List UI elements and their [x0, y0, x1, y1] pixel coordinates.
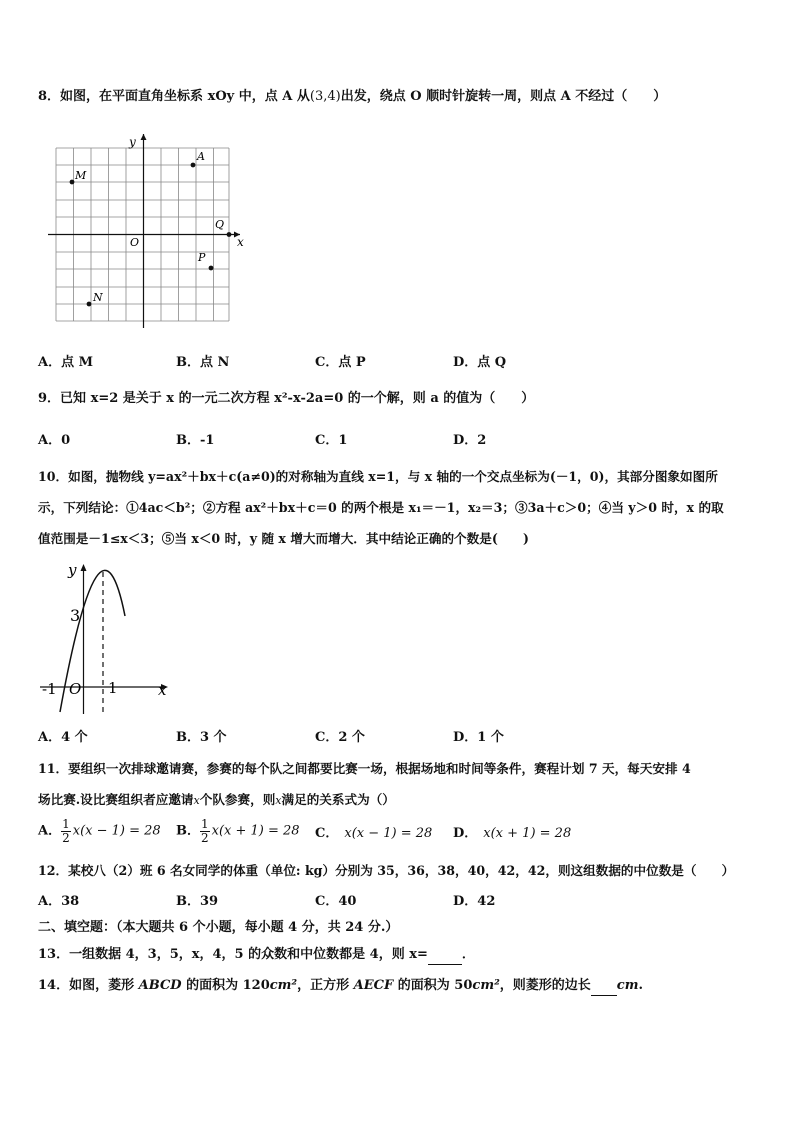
- q13-answer-blank[interactable]: [428, 946, 462, 965]
- denominator: 2: [62, 831, 70, 845]
- q9-option-c[interactable]: C．1: [315, 433, 348, 448]
- q11-line2a: 场比赛.设比赛组织者应邀请: [38, 792, 194, 807]
- q10-figure: [35, 556, 180, 718]
- q14-text-b: 的面积为 120: [181, 978, 270, 993]
- q11-stem-line2: [38, 791, 395, 810]
- point-m-label: M: [75, 169, 87, 182]
- q8-point: (3,4): [309, 89, 341, 104]
- q11-option-b[interactable]: [176, 818, 300, 845]
- q14-unit2: cm²: [472, 978, 500, 993]
- q10-option-c[interactable]: C．2 个: [315, 730, 365, 745]
- option-expr: x(x − 1) = 28: [72, 823, 161, 839]
- q11-stem-line1: 11．要组织一次排球邀请赛，参赛的每个队之间都要比赛一场，根据场地和时间等条件，赛程计划 7 天，每天安排 4: [38, 761, 691, 776]
- q11-line2b: 个队参赛，则: [199, 792, 276, 807]
- q8-stem-a: 8．如图，在平面直角坐标系 xOy 中，点 A 从: [38, 89, 310, 104]
- q14-text-c: ，正方形: [297, 978, 354, 993]
- fraction: [61, 818, 71, 845]
- y-axis-label: y: [129, 135, 136, 149]
- y-axis-arrow-icon: [141, 134, 147, 140]
- numerator: 1: [201, 817, 209, 831]
- point-n-label: N: [93, 291, 103, 304]
- point-p-label: P: [198, 251, 206, 264]
- q12-option-d[interactable]: D．42: [453, 894, 496, 909]
- q8-option-b[interactable]: B．点 N: [176, 355, 230, 370]
- option-label: A．: [38, 823, 62, 839]
- q14-unit1: cm²: [269, 978, 298, 993]
- q10-option-d[interactable]: D．1 个: [453, 730, 504, 745]
- q10-option-b[interactable]: B．3 个: [176, 730, 227, 745]
- q12-stem: 12．某校八（2）班 6 名女同学的体重（单位: kg）分别为 35，36，38，40，42，42，则这组数据的中位数是（ ）: [38, 863, 735, 878]
- y-intercept-label: 3: [70, 606, 81, 625]
- q11-option-a[interactable]: [38, 818, 161, 845]
- q10-stem-line3: 值范围是－1≤x＜3；⑤当 x＜0 时，y 随 x 增大而增大．其中结论正确的个数是( ): [38, 531, 529, 546]
- q8-stem-b: 出发，绕点 O 顺时针旋转一周，则点 A 不经过（ ）: [340, 89, 667, 104]
- point-a-label: A: [197, 150, 205, 163]
- q10-stem-line1: 10．如图，抛物线 y=ax²＋bx＋c(a≠0)的对称轴为直线 x=1，与 x 轴的一个交点坐标为(－1，0)，其部分图象如图所: [38, 469, 718, 484]
- q14-text-a: 14．如图，菱形: [38, 978, 139, 993]
- option-expr: x(x + 1) = 28: [211, 823, 300, 839]
- point-q-label: Q: [215, 218, 225, 231]
- neg-one-label: -1: [42, 680, 57, 698]
- y-axis-arrow-icon: [81, 564, 87, 571]
- q14-rhombus-name: ABCD: [138, 978, 182, 993]
- point-n: [87, 302, 92, 307]
- q13-stem: [38, 946, 475, 965]
- q14-stem: [38, 977, 643, 996]
- point-m: [70, 180, 75, 185]
- q8-option-d[interactable]: D．点 Q: [453, 355, 507, 370]
- section-heading: 二、填空题：（本大题共 6 个小题，每小题 4 分，共 24 分.）: [38, 920, 399, 935]
- point-p: [209, 266, 214, 271]
- q14-text-d: 的面积为 50: [393, 978, 473, 993]
- q9-option-a[interactable]: A．0: [38, 433, 71, 448]
- origin-label: O: [69, 680, 82, 698]
- q14-unit3: cm: [616, 978, 639, 993]
- option-expr: x(x − 1) = 28: [344, 826, 433, 841]
- fraction: [200, 818, 210, 845]
- q9-stem: 9．已知 x=2 是关于 x 的一元二次方程 x²-x-2a=0 的一个解，则 a 的值为（ ）: [38, 391, 535, 406]
- q11-option-d[interactable]: [453, 825, 571, 843]
- q10-stem-line2: 示，下列结论：①4ac＜b²；②方程 ax²＋bx＋c＝0 的两个根是 x₁＝－1，x₂＝3；③3a＋c＞0；④当 y＞0 时，x 的取: [38, 500, 724, 515]
- option-label: D．: [453, 826, 478, 841]
- option-label: C．: [315, 826, 339, 841]
- q14-text-e: ，则菱形的边长: [499, 978, 591, 993]
- q8-stem: [38, 88, 666, 106]
- q12-option-a[interactable]: A．38: [38, 894, 80, 909]
- q9-option-b[interactable]: B．-1: [176, 433, 215, 448]
- q11-option-c[interactable]: [315, 825, 432, 843]
- q14-end: .: [638, 978, 643, 993]
- q11-var2: x: [275, 794, 282, 807]
- q13-text: 13．一组数据 4，3，5，x，4，5 的众数和中位数都是 4，则 x=: [38, 947, 428, 962]
- q14-answer-blank[interactable]: [591, 977, 617, 996]
- q14-square-name: AECF: [353, 978, 394, 993]
- point-q: [227, 232, 232, 237]
- origin-label: O: [130, 236, 140, 249]
- one-label: 1: [108, 679, 118, 697]
- point-a: [191, 163, 196, 168]
- q11-line2c: 满足的关系式为（）: [281, 792, 395, 807]
- q8-figure: [40, 130, 260, 335]
- q12-option-b[interactable]: B．39: [176, 894, 219, 909]
- q11-var1: x: [193, 794, 200, 807]
- numerator: 1: [62, 817, 70, 831]
- option-label: B．: [176, 823, 200, 839]
- x-axis-label: x: [237, 235, 244, 249]
- q12-option-c[interactable]: C．40: [315, 894, 357, 909]
- y-axis-label: y: [68, 561, 77, 579]
- option-expr: x(x + 1) = 28: [483, 826, 572, 841]
- q10-option-a[interactable]: A．4 个: [38, 730, 88, 745]
- q9-option-d[interactable]: D．2: [453, 433, 487, 448]
- q8-option-a[interactable]: A．点 M: [38, 355, 94, 370]
- denominator: 2: [201, 831, 209, 845]
- x-axis-label: x: [158, 681, 167, 699]
- q8-option-c[interactable]: C．点 P: [315, 355, 366, 370]
- q13-end: ．: [461, 947, 475, 962]
